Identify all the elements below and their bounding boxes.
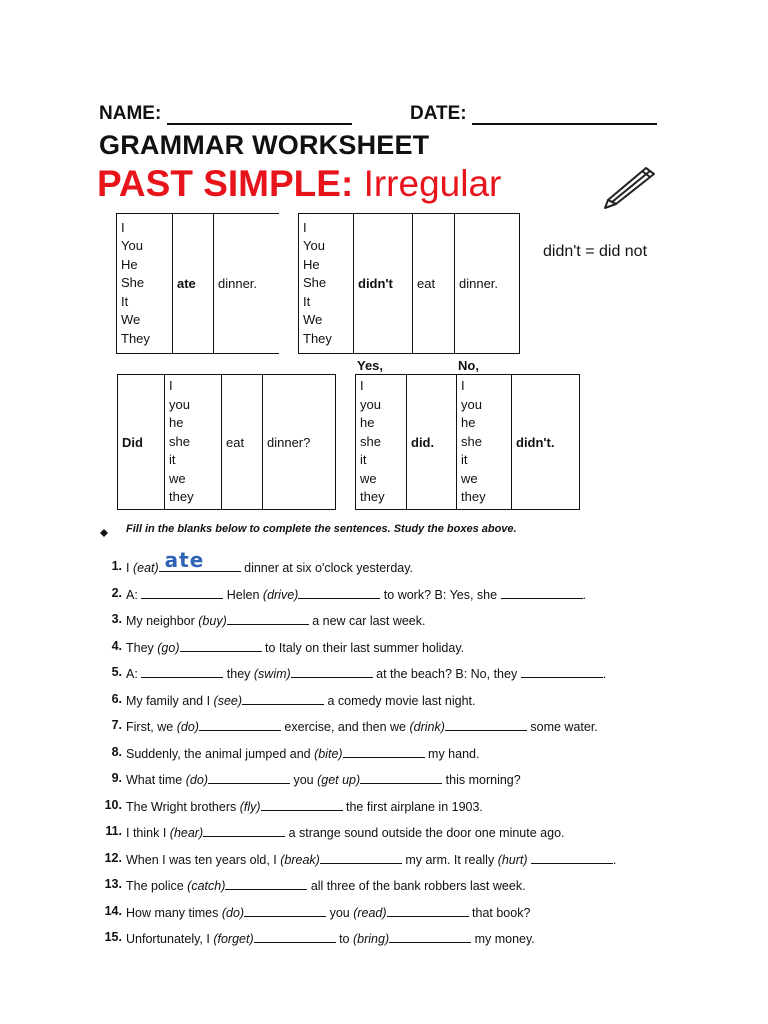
exercise-number: 2. (111, 585, 122, 600)
sentence (126, 692, 475, 708)
negative-table (298, 213, 520, 354)
exercise-number: 1. (111, 559, 122, 573)
answer-blank[interactable] (291, 665, 373, 678)
sentence-text: The police (126, 879, 188, 893)
sentence (126, 824, 565, 840)
sentence (126, 745, 479, 761)
worksheet-title: GRAMMAR WORKSHEET (99, 130, 430, 160)
exercise-number: 3. (111, 612, 122, 626)
sentence (126, 798, 483, 814)
sentence-text: my arm. It really (401, 852, 498, 867)
no-label: No, (458, 358, 479, 373)
sentence-text: The Wright brothers (126, 799, 240, 814)
affirmative-object: dinner. (214, 214, 280, 354)
sentence-text: all three of the bank robbers last week. (307, 879, 526, 893)
question-table (117, 374, 336, 510)
exercise-item (100, 692, 720, 719)
sentence-text: First, we (126, 720, 177, 734)
exercise-item (100, 851, 720, 878)
sentence-text: they (223, 667, 254, 681)
answer-blank[interactable] (501, 586, 583, 599)
exercise-item (100, 771, 720, 798)
sentence-text: My family and I (126, 693, 214, 708)
verb-hint: (do) (185, 773, 208, 787)
verb-hint: (see) (213, 693, 243, 708)
no-pronouns: I you he she it we they (457, 375, 512, 510)
example-answer: ate (164, 548, 205, 572)
exercise-number: 13. (104, 877, 122, 891)
sentence-text: What time (126, 773, 186, 787)
answer-blank[interactable] (203, 824, 285, 837)
sentence (126, 771, 521, 787)
answer-blank[interactable] (208, 771, 290, 784)
sentence-text: some water. (526, 720, 598, 734)
exercise-item (100, 665, 720, 692)
exercise-item (100, 798, 720, 825)
negative-aux: didn't (354, 214, 413, 354)
name-label: NAME: (99, 103, 162, 124)
sentence (126, 639, 464, 655)
verb-hint: (get up) (317, 773, 361, 787)
verb-hint: (hear) (169, 826, 204, 840)
sentence (126, 665, 606, 681)
verb-hint: (drive) (262, 587, 299, 602)
date-blank[interactable] (472, 105, 657, 125)
sentence-text: you (326, 905, 354, 920)
sentence-text: to work? B: Yes, she (380, 587, 501, 602)
exercise-item (100, 745, 720, 772)
verb-hint: (hurt) (497, 852, 528, 867)
pencil-icon (602, 160, 662, 210)
verb-hint: (drink) (409, 720, 445, 734)
sentence (126, 904, 530, 920)
answer-blank[interactable] (180, 639, 262, 652)
sentence-text: a comedy movie last night. (324, 693, 476, 708)
verb-hint: (do) (176, 720, 199, 734)
exercise-item (100, 718, 720, 745)
short-answers-table (355, 374, 580, 510)
answer-blank[interactable] (298, 586, 380, 599)
bullet-icon (100, 524, 108, 542)
exercise-item (100, 586, 720, 613)
sentence-text: My neighbor (126, 614, 199, 628)
exercise-item (100, 824, 720, 851)
answer-blank[interactable] (227, 612, 309, 625)
sentence-text: dinner at six o'clock yesterday. (240, 561, 414, 575)
verb-hint: (eat) (132, 561, 159, 575)
exercise-number: 15. (104, 930, 122, 944)
exercise-number: 8. (111, 744, 122, 759)
sentence-text: you (289, 773, 318, 787)
exercise-item (100, 639, 720, 666)
answer-blank[interactable] (141, 665, 223, 678)
verb-hint: (bring) (352, 932, 390, 946)
exercise-number: 4. (111, 638, 122, 653)
sentence-text: that book? (468, 905, 531, 920)
answer-blank[interactable] (141, 586, 223, 599)
answer-blank[interactable] (244, 904, 326, 917)
sentence-text: this morning? (442, 773, 521, 787)
sentence-text: I (126, 561, 133, 575)
contraction-note: didn't = did not (543, 243, 648, 260)
exercise-number: 14. (104, 903, 122, 918)
exercise-item (100, 548, 720, 586)
verb-hint: (bite) (314, 746, 343, 761)
date-label: DATE: (410, 103, 467, 124)
sentence-text: . (602, 667, 607, 681)
affirmative-pronouns: I You He She It We They (117, 214, 173, 354)
instructions: Fill in the blanks below to complete the sentences. Study the boxes above. (126, 523, 517, 535)
question-object: dinner? (263, 375, 336, 510)
negative-verb: eat (413, 214, 455, 354)
verb-hint: (break) (280, 852, 320, 867)
verb-hint: (swim) (253, 667, 291, 681)
yes-aux: did. (407, 375, 457, 510)
exercise-number: 5. (111, 665, 122, 679)
sentence-text: a new car last week. (308, 614, 426, 628)
sentence-text: to Italy on their last summer holiday. (261, 640, 465, 655)
answer-blank[interactable] (445, 718, 527, 731)
sentence-text: Unfortunately, I (126, 932, 214, 946)
answer-blank[interactable] (343, 745, 425, 758)
date-field (410, 103, 657, 125)
exercise-item (100, 930, 720, 957)
answer-blank[interactable] (225, 877, 307, 890)
sentence (126, 548, 414, 575)
sentence-text: How many times (126, 905, 222, 920)
sentence (126, 851, 617, 867)
sentence-text: a strange sound outside the door one minute ago. (285, 826, 565, 840)
exercise-number: 11. (105, 824, 122, 838)
sentence-text: my hand. (424, 746, 480, 761)
answer-blank[interactable] (389, 930, 471, 943)
exercise-number: 9. (111, 771, 122, 785)
affirmative-table (116, 213, 279, 354)
answer-blank[interactable] (320, 851, 402, 864)
sentence-text: at the beach? B: No, they (372, 667, 521, 681)
question-pronouns: I you he she it we they (165, 375, 222, 510)
name-blank[interactable] (167, 105, 352, 125)
sentence-text: . (613, 852, 617, 867)
subtitle-rest: Irregular (363, 163, 502, 204)
name-field (99, 103, 352, 125)
worksheet-subtitle (97, 163, 501, 205)
no-aux: didn't. (512, 375, 580, 510)
sentence-text: my money. (471, 932, 535, 946)
answer-blank[interactable] (159, 548, 241, 572)
yes-label: Yes, (357, 358, 384, 373)
verb-hint: (do) (221, 905, 245, 920)
subtitle-bold: PAST SIMPLE: (97, 163, 354, 204)
sentence-text: A: (126, 667, 142, 681)
exercise-item (100, 904, 720, 931)
exercise-number: 10. (104, 797, 122, 812)
sentence (126, 930, 535, 946)
sentence-text: A: (126, 587, 142, 602)
verb-hint: (go) (157, 640, 180, 655)
affirmative-verb: ate (173, 214, 214, 354)
exercise-number: 6. (111, 691, 122, 706)
answer-blank[interactable] (360, 771, 442, 784)
sentence-text: Suddenly, the animal jumped and (126, 746, 315, 761)
question-verb: eat (222, 375, 263, 510)
negative-pronouns: I You He She It We They (299, 214, 354, 354)
negative-object: dinner. (455, 214, 520, 354)
sentence (126, 586, 586, 602)
answer-blank[interactable] (242, 692, 324, 705)
verb-hint: (read) (353, 905, 387, 920)
verb-hint: (buy) (198, 614, 227, 628)
exercise-item (100, 877, 720, 904)
answer-blank[interactable] (254, 930, 336, 943)
verb-hint: (fly) (239, 799, 261, 814)
exercise-number: 12. (104, 850, 122, 865)
answer-blank[interactable] (199, 718, 281, 731)
answer-blank[interactable] (531, 851, 613, 864)
answer-blank[interactable] (521, 665, 603, 678)
sentence-text: Helen (223, 587, 263, 602)
sentence-text: to (335, 932, 353, 946)
sentence (126, 718, 598, 734)
sentence-text: exercise, and then we (280, 720, 410, 734)
answer-blank[interactable] (261, 798, 343, 811)
verb-hint: (forget) (213, 932, 254, 946)
sentence-text: They (126, 640, 158, 655)
exercise-number: 7. (111, 718, 122, 732)
sentence-text: the first airplane in 1903. (342, 799, 483, 814)
exercise-list (100, 548, 720, 957)
sentence-text: When I was ten years old, I (126, 852, 281, 867)
verb-hint: (catch) (187, 879, 226, 893)
yes-pronouns: I you he she it we they (356, 375, 407, 510)
exercise-item (100, 612, 720, 639)
sentence (126, 612, 425, 628)
question-aux: Did (118, 375, 165, 510)
sentence-text: . (582, 587, 587, 602)
sentence (126, 877, 526, 893)
answer-blank[interactable] (387, 904, 469, 917)
sentence-text: I think I (126, 826, 170, 840)
